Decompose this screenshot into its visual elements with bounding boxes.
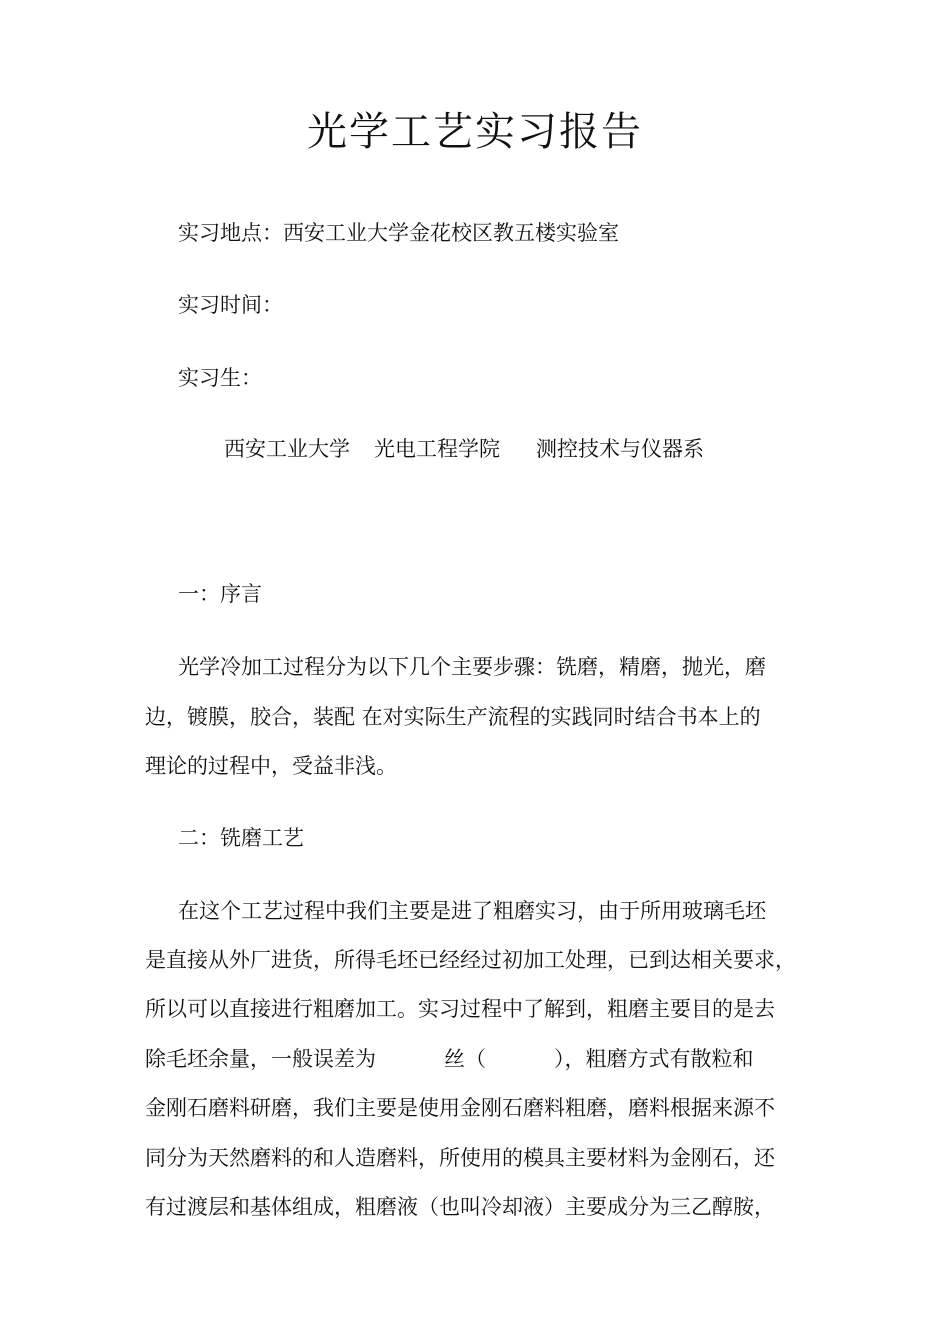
section-heading-milling: 二：铣磨工艺 bbox=[178, 826, 304, 850]
affiliation-department: 测控技术与仪器系 bbox=[536, 437, 704, 461]
document-title: 光学工艺实习报告 bbox=[307, 109, 643, 155]
paragraph-line: 光学冷加工过程分为以下几个主要步骤：铣磨，精磨，抛光，磨 bbox=[178, 655, 766, 679]
paragraph-line: 理论的过程中，受益非浅。 bbox=[145, 754, 397, 778]
paragraph-line: 所以可以直接进行粗磨加工。实习过程中了解到，粗磨主要目的是去 bbox=[145, 997, 775, 1021]
paragraph-line: 有过渡层和基体组成，粗磨液（也叫冷却液）主要成分为三乙醇胺， bbox=[145, 1195, 775, 1219]
internship-student: 实习生： bbox=[178, 366, 262, 390]
internship-location: 实习地点：西安工业大学金花校区教五楼实验室 bbox=[178, 221, 619, 245]
paragraph-line-with-blanks bbox=[145, 1044, 805, 1074]
internship-time: 实习时间： bbox=[178, 293, 283, 317]
affiliation-line bbox=[224, 434, 704, 464]
paragraph-line: 边，镀膜，胶合，装配 在对实际生产流程的实践同时结合书本上的 bbox=[145, 705, 761, 729]
paragraph-line: 同分为天然磨料的和人造磨料，所使用的模具主要材料为金刚石，还 bbox=[145, 1146, 775, 1170]
paragraph-line: 在这个工艺过程中我们主要是进了粗磨实习，由于所用玻璃毛坯 bbox=[178, 899, 766, 923]
paragraph-line: 金刚石磨料研磨，我们主要是使用金刚石磨料粗磨，磨料根据来源不 bbox=[145, 1096, 775, 1120]
paragraph-fragment: 丝（ bbox=[444, 1047, 486, 1071]
affiliation-college: 光电工程学院 bbox=[374, 437, 500, 461]
section-heading-preface: 一：序言 bbox=[178, 582, 262, 606]
paragraph-line: 是直接从外厂进货，所得毛坯已经经过初加工处理，已到达相关要求， bbox=[145, 948, 796, 972]
paragraph-fragment: ），粗磨方式有散粒和 bbox=[554, 1047, 754, 1071]
affiliation-university: 西安工业大学 bbox=[224, 437, 350, 461]
paragraph-fragment: 除毛坯余量，一般误差为 bbox=[145, 1047, 376, 1071]
